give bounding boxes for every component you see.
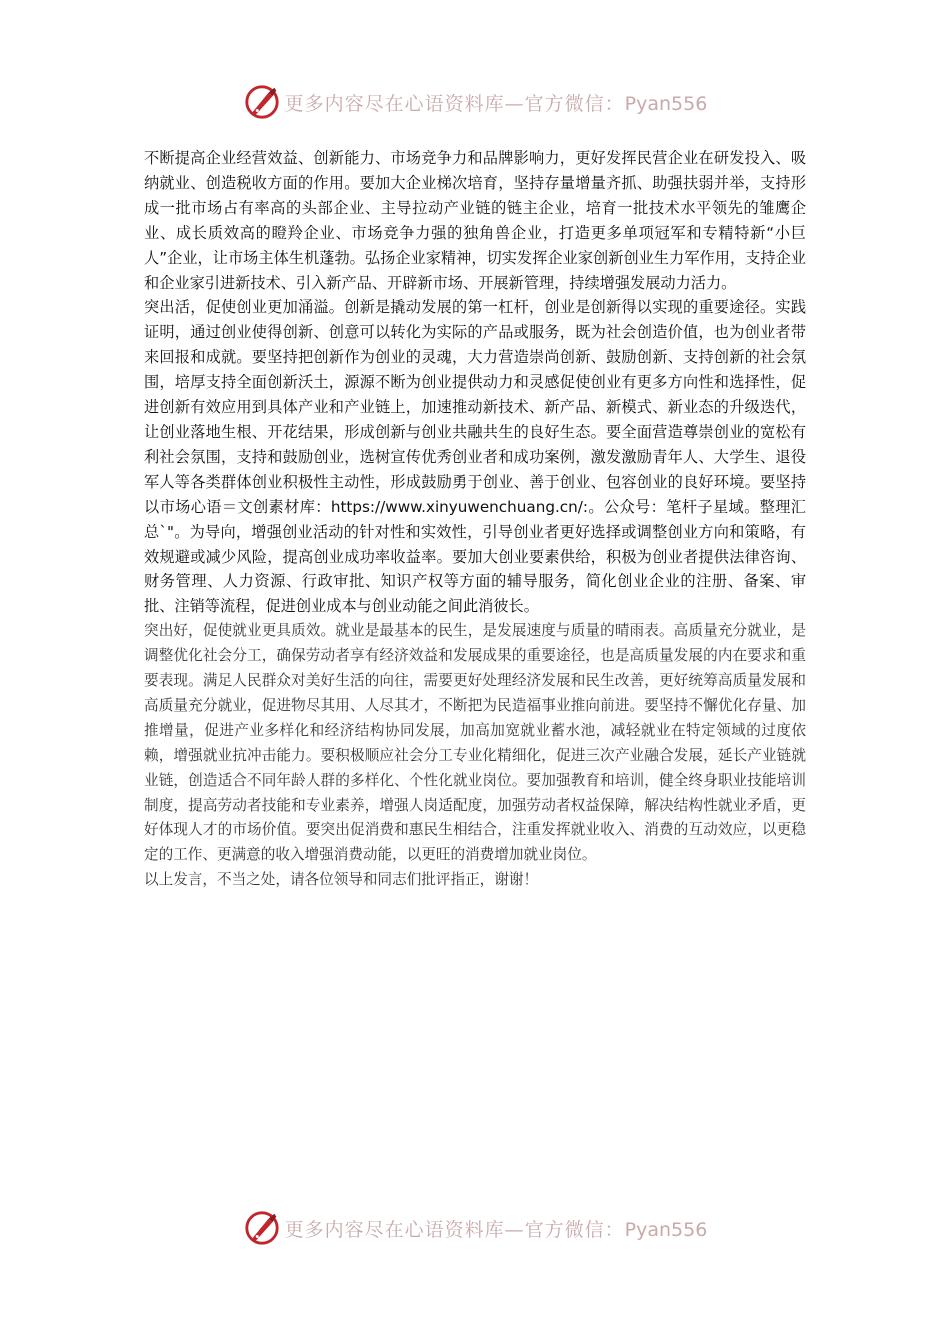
paragraph-closing: 以上发言，不当之处，请各位领导和同志们批评指正，谢谢！: [144, 871, 539, 889]
header-banner: [0, 82, 950, 122]
paragraph-employment: 突出好，促使就业更具质效。就业是最基本的民生，是发展速度与质量的晴雨表。高质量充分就业，是调整优化社会分工，确保劳动者享有经济效益和发展成果的重要途径，也是高质量发展的内在要求和重要表现。满足人民群众对美好生活的向往，需要更好处理经济发展和民生改善，更好统筹高质量发展和高质量充分就业，促进物尽其用、人尽其才，不断把为民造福事业推向前进。要坚持不懈优化存量、加推增量，促进产业多样化和经济结构协同发展，加高加宽就业蓄水池，减轻就业在特定领域的过度依赖，增强就业抗冲击能力。要积极顺应社会分工专业化精细化，促进三次产业融合发展，延长产业链就业链，创造适合不同年龄人群的多样化、个性化就业岗位。要加强教育和培训，健全终身职业技能培训制度，提高劳动者技能和专业素养，增强人岗适配度，加强劳动者权益保障，解决结构性就业矛盾，更好体现人才的市场价值。要突出促消费和惠民生相结合，注重发挥就业收入、消费的互动效应，以更稳定的工作、更满意的收入增强消费动能，以更旺的消费增加就业岗位。: [144, 622, 806, 864]
paragraph-entrepreneurship: 突出活，促使创业更加涌溢。创新是撬动发展的第一杠杆，创业是创新得以实现的重要途径。实践证明，通过创业使得创新、创意可以转化为实际的产品或服务，既为社会创造价值，也为创业者带来回报和成就。要坚持把创新作为创业的灵魂，大力营造崇尚创新、鼓励创新、支持创新的社会氛围，培厚支持全面创新沃土，源源不断为创业提供动力和灵感促使创业有更多方向性和选择性，促进创新有效应用到具体产业和产业链上，加速推动新技术、新产品、新模式、新业态的升级迭代，让创业落地生根、开花结果，形成创新与创业共融共生的良好生态。要全面营造尊崇创业的宽松有利社会氛围，支持和鼓励创业，选树宣传优秀创业者和成功案例，激发激励青年人、大学生、退役军人等各类群体创业积极性主动性，形成鼓励勇于创业、善于创业、包容创业的良好环境。要坚持以市场心语＝文创素材库：https://www.xinyuwenchuang.cn/:。公众号：笔杆子星域。整理汇总`"。为导向，增强创业活动的针对性和实效性，引导创业者更好选择或调整创业方向和策略，有效规避或减少风险，提高创业成功率收益率。要加大创业要素供给，积极为创业者提供法律咨询、财务管理、人力资源、行政审批、知识产权等方面的辅导服务，简化创业企业的注册、备案、审批、注销等流程，促进创业成本与创业动能之间此消彼长。: [144, 298, 806, 616]
header-banner-main: 更多内容尽在心语资料库—官方微信：: [284, 92, 625, 115]
header-banner-wechat: Pyan556: [624, 92, 708, 115]
footer-banner: [0, 1208, 950, 1248]
paragraph-enterprise: 不断提高企业经营效益、创新能力、市场竞争力和品牌影响力，更好发挥民营企业在研发投入、吸纳就业、创造税收方面的作用。要加大企业梯次培育，坚持存量增量齐抓、助强扶弱并举，支持形成一批市场占有率高的头部企业、主导拉动产业链的链主企业，培育一批技术水平领先的雏鹰企业、成长质效高的瞪羚企业、市场竞争力强的独角兽企业，打造更多单项冠军和专精特新“小巨人”企业，让市场主体生机蓬勃。弘扬企业家精神，切实发挥企业家创新创业生力军作用，支持企业和企业家引进新技术、引入新产品、开辟新市场、开展新管理，持续增强发展动力活力。: [144, 149, 806, 292]
pen-nib-logo-icon: [243, 83, 281, 121]
footer-banner-text: [285, 1215, 708, 1242]
pen-nib-logo-icon: [243, 1209, 281, 1247]
footer-banner-wechat: Pyan556: [624, 1218, 708, 1241]
header-banner-text: [285, 89, 708, 116]
document-body: [144, 146, 806, 893]
footer-banner-main: 更多内容尽在心语资料库—官方微信：: [284, 1218, 625, 1241]
